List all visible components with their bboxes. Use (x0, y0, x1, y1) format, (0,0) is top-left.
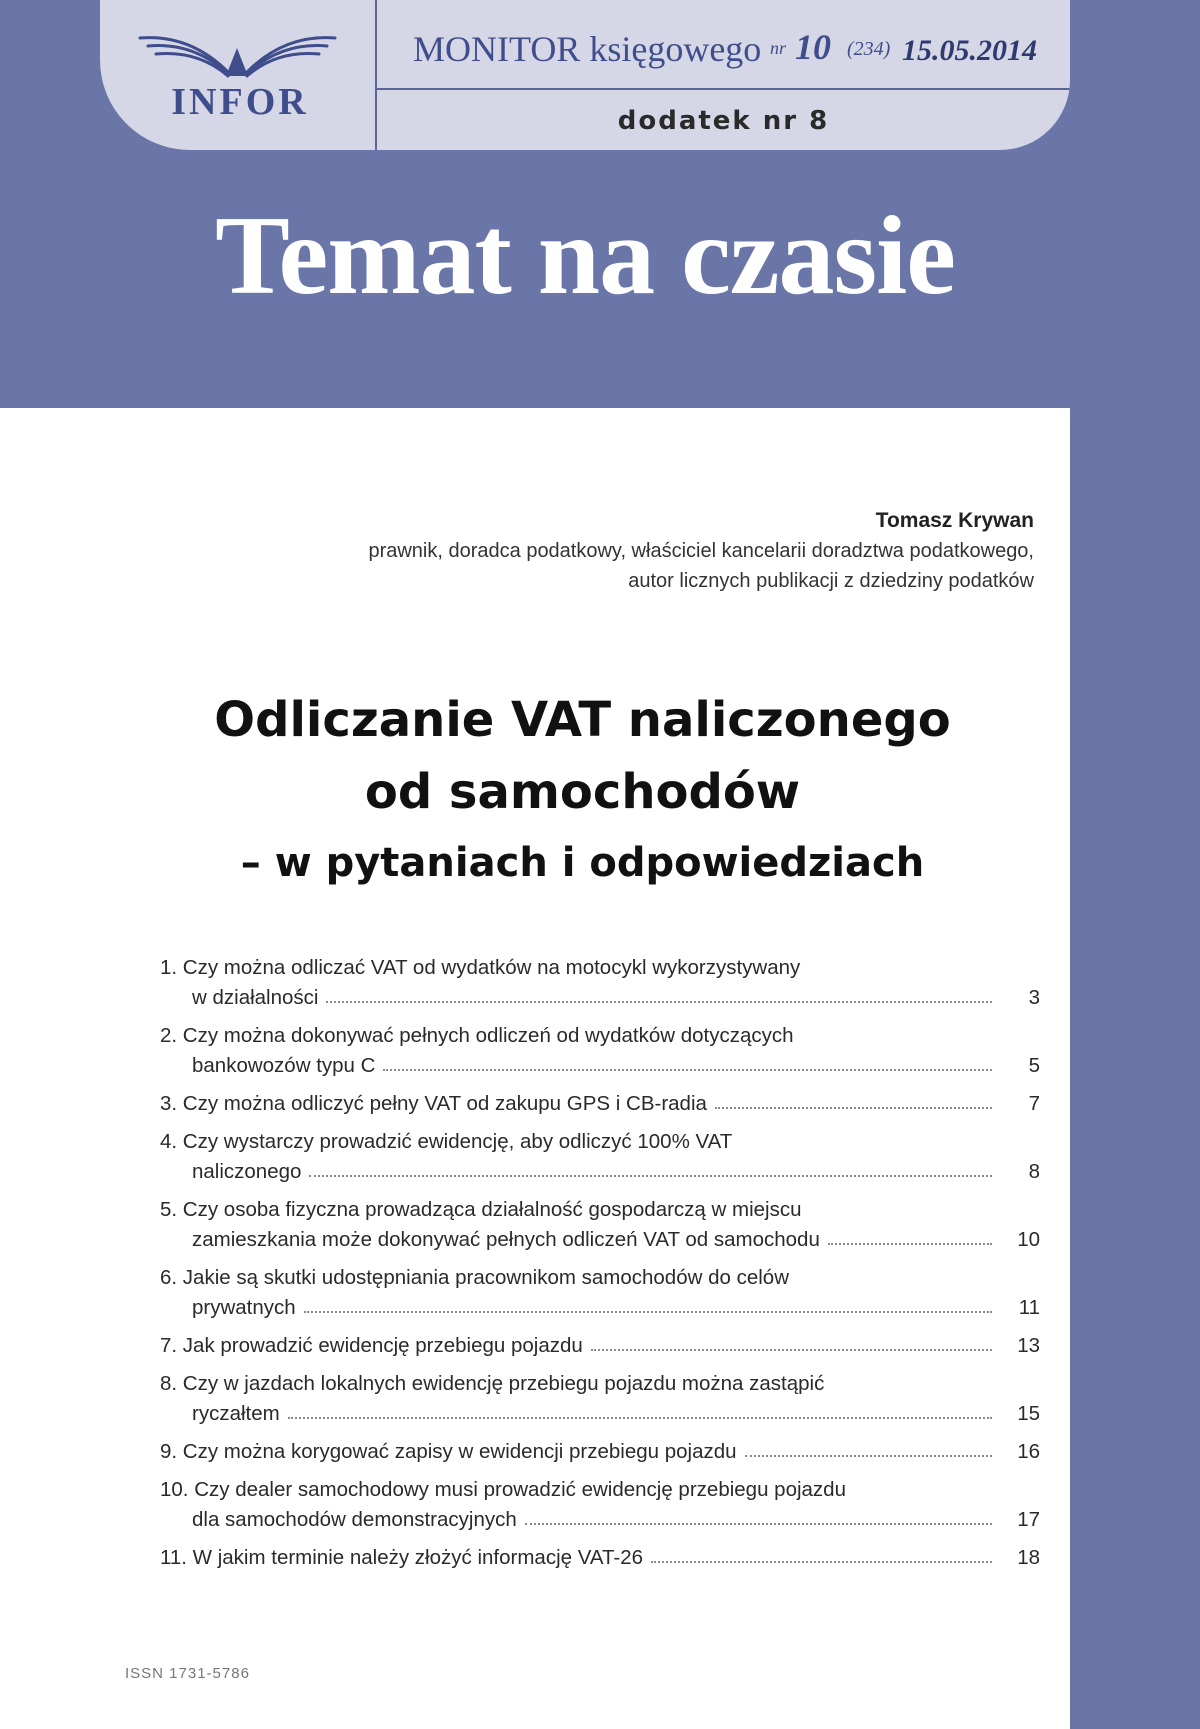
toc-dot-leader (326, 1001, 992, 1003)
toc-page-number: 15 (1017, 1402, 1040, 1425)
issue-prefix: nr (770, 38, 787, 58)
toc-line (160, 1328, 1040, 1358)
logo-text: INFOR (171, 81, 309, 123)
author-name: Tomasz Krywan (875, 509, 1034, 532)
toc-line (160, 1396, 1040, 1426)
toc-item-text: 7. Jak prowadzić ewidencję przebiegu pojazdu (160, 1334, 583, 1357)
toc-item-text: bankowozów typu C (192, 1054, 376, 1077)
toc-page-number: 13 (1017, 1334, 1040, 1357)
toc-item-text: 6. Jakie są skutki udostępniania pracownikom samochodów do celów (160, 1266, 790, 1289)
title-line-3: – w pytaniach i odpowiedziach (240, 840, 925, 886)
toc-dot-leader (383, 1069, 992, 1071)
toc-item-text: dla samochodów demonstracyjnych (192, 1508, 517, 1531)
toc-item-text: 9. Czy można korygować zapisy w ewidencji przebiegu pojazdu (160, 1440, 737, 1463)
wings-logo-icon (130, 28, 345, 80)
toc-line (160, 1502, 1040, 1532)
toc-dot-leader (651, 1561, 992, 1563)
toc-item-text: 11. W jakim terminie należy złożyć informację VAT-26 (160, 1546, 644, 1569)
toc-line (160, 1366, 1040, 1396)
toc-item[interactable] (160, 1540, 1040, 1570)
toc-dot-leader (525, 1523, 992, 1525)
toc-item-text: 10. Czy dealer samochodowy musi prowadzić ewidencję przebiegu pojazdu (160, 1478, 846, 1501)
toc-line (160, 1154, 1040, 1184)
toc-page-number: 8 (1028, 1160, 1040, 1183)
toc-item[interactable] (160, 1472, 1040, 1532)
toc-line (160, 980, 1040, 1010)
toc-line (160, 1222, 1040, 1252)
author-description-line: prawnik, doradca podatkowy, właściciel kancelarii doradztwa podatkowego, (368, 540, 1034, 562)
table-of-contents (160, 950, 1040, 1578)
toc-item-text: ryczałtem (192, 1402, 280, 1425)
toc-item-text: 5. Czy osoba fizyczna prowadząca działalność gospodarczą w miejscu (160, 1198, 802, 1221)
toc-item[interactable] (160, 1328, 1040, 1358)
toc-item[interactable] (160, 1366, 1040, 1426)
toc-line (160, 1192, 1040, 1222)
toc-dot-leader (715, 1107, 992, 1109)
toc-item-text: prywatnych (192, 1296, 296, 1319)
toc-item[interactable] (160, 1124, 1040, 1184)
title-line-2: od samochodów (364, 764, 801, 820)
issue-date: 15.05.2014 (902, 34, 1037, 67)
title-line-1: Odliczanie VAT naliczonego (214, 692, 951, 748)
toc-page-number: 10 (1017, 1228, 1040, 1251)
toc-item[interactable] (160, 1434, 1040, 1464)
toc-item-text: zamieszkania może dokonywać pełnych odliczeń VAT od samochodu (192, 1228, 820, 1251)
toc-item[interactable] (160, 950, 1040, 1010)
toc-page-number: 18 (1017, 1546, 1040, 1569)
magazine-info (377, 0, 1070, 90)
author-description-line: autor licznych publikacji z dziedziny podatków (628, 570, 1034, 592)
toc-item-text: 3. Czy można odliczyć pełny VAT od zakupu GPS i CB-radia (160, 1092, 707, 1115)
toc-item-text: 2. Czy można dokonywać pełnych odliczeń od wydatków dotyczących (160, 1024, 794, 1047)
toc-line (160, 1124, 1040, 1154)
toc-line (160, 950, 1040, 980)
supplement-label: dodatek nr 8 (617, 106, 830, 136)
issue-sub-number: (234) (847, 38, 891, 60)
issn-number: ISSN 1731-5786 (125, 1665, 250, 1682)
header-card (100, 0, 1070, 150)
toc-item[interactable] (160, 1086, 1040, 1116)
toc-item-text: naliczonego (192, 1160, 302, 1183)
toc-item[interactable] (160, 1260, 1040, 1320)
toc-line (160, 1434, 1040, 1464)
toc-line (160, 1472, 1040, 1502)
content-panel (0, 408, 1070, 1729)
toc-dot-leader (288, 1417, 992, 1419)
toc-line (160, 1048, 1040, 1078)
toc-item[interactable] (160, 1192, 1040, 1252)
toc-dot-leader (591, 1349, 992, 1351)
toc-item-text: 8. Czy w jazdach lokalnych ewidencję przebiegu pojazdu można zastąpić (160, 1372, 825, 1395)
toc-page-number: 5 (1028, 1054, 1040, 1077)
document-title (0, 684, 1165, 898)
publisher-logo (100, 0, 377, 150)
toc-dot-leader (309, 1175, 992, 1177)
magazine-name: MONITOR księgowego (413, 29, 762, 69)
toc-item-text: 1. Czy można odliczać VAT od wydatków na motocykl wykorzystywany (160, 956, 801, 979)
toc-dot-leader (828, 1243, 992, 1245)
toc-dot-leader (304, 1311, 992, 1313)
toc-page-number: 11 (1018, 1296, 1040, 1319)
toc-page-number: 7 (1028, 1092, 1040, 1115)
author-block (368, 506, 1034, 596)
toc-page-number: 3 (1028, 986, 1040, 1009)
toc-line (160, 1260, 1040, 1290)
toc-dot-leader (745, 1455, 992, 1457)
toc-page-number: 17 (1017, 1508, 1040, 1531)
toc-item[interactable] (160, 1018, 1040, 1078)
series-title: Temat na czasie (215, 194, 955, 318)
toc-line (160, 1290, 1040, 1320)
toc-item-text: w działalności (192, 986, 319, 1009)
toc-line (160, 1540, 1040, 1570)
toc-line (160, 1086, 1040, 1116)
issue-number: 10 (795, 27, 831, 67)
toc-page-number: 16 (1017, 1440, 1040, 1463)
toc-item-text: 4. Czy wystarczy prowadzić ewidencję, aby odliczyć 100% VAT (160, 1130, 733, 1153)
toc-line (160, 1018, 1040, 1048)
